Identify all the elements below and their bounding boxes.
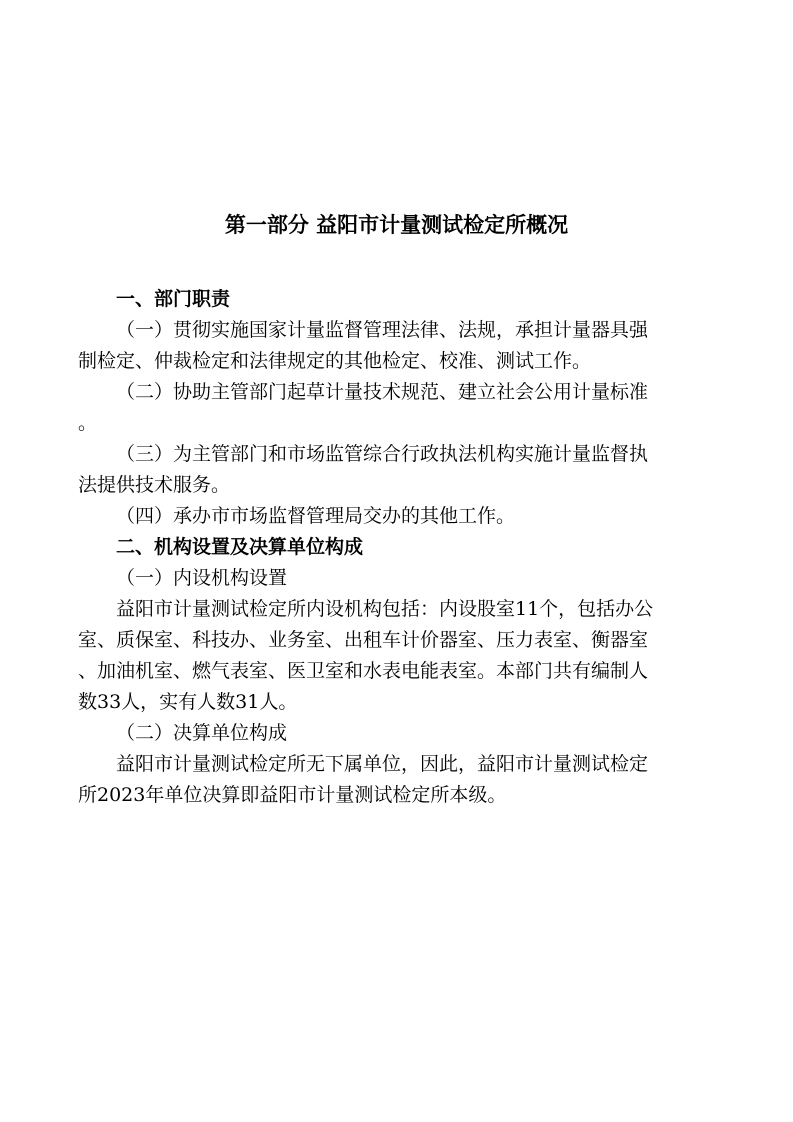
paragraph-line: 数33人，实有人数31人。 (78, 691, 298, 713)
paragraph-line: （一）贯彻实施国家计量监督管理法律、法规，承担计量器具强 (116, 319, 649, 341)
paragraph-line: （三）为主管部门和市场监管综合行政执法机构实施计量监督执 (116, 443, 649, 465)
section-heading-structure: 二、机构设置及决算单位构成 (116, 536, 364, 558)
paragraph-line: （二）协助主管部门起草计量技术规范、建立社会公用计量标准 (116, 381, 649, 403)
paragraph-line: 制检定、仲裁检定和法律规定的其他检定、校准、测试工作。 (78, 350, 592, 372)
paragraph-line: 法提供技术服务。 (78, 474, 231, 496)
page-title: 第一部分 益阳市计量测试检定所概况 (224, 213, 569, 237)
duty-item-4 (116, 501, 712, 532)
paragraph-line: 益阳市计量测试检定所无下属单位，因此，益阳市计量测试检定 (116, 753, 649, 775)
paragraph-line: 室、质保室、科技办、业务室、出租车计价器室、压力表室、衡器室 (78, 629, 649, 651)
paragraph-line: 。 (78, 412, 98, 434)
duty-item-3 (78, 439, 712, 501)
duty-item-2 (78, 377, 712, 439)
paragraph-line: （四）承办市市场监督管理局交办的其他工作。 (116, 505, 516, 527)
section-heading-duties: 一、部门职责 (116, 288, 231, 310)
units-paragraph (78, 749, 712, 811)
internal-structure-paragraph (78, 594, 712, 718)
paragraph-line: 、加油机室、燃气表室、医卫室和水表电能表室。本部门共有编制人 (78, 660, 649, 682)
paragraph-line: 所2023年单位决算即益阳市计量测试检定所本级。 (78, 784, 507, 806)
subsection-heading-internal: （一）内设机构设置 (116, 567, 288, 589)
paragraph-line: 益阳市计量测试检定所内设机构包括：内设股室11个，包括办公 (116, 598, 654, 620)
subsection-heading-units: （二）决算单位构成 (116, 722, 288, 744)
duty-item-1 (78, 315, 712, 377)
document-body (78, 284, 712, 811)
